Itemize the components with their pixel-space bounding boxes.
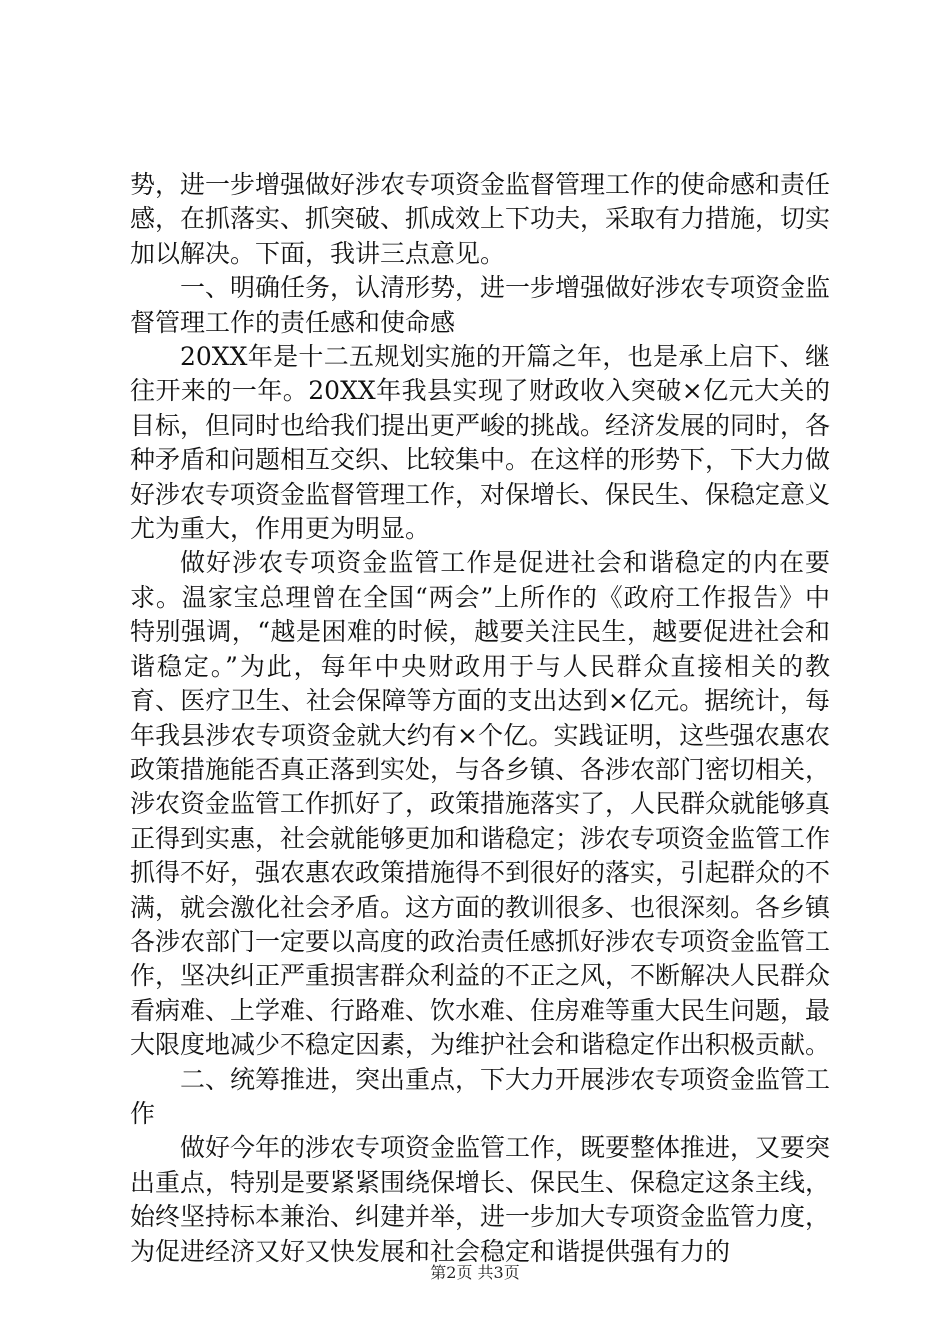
section-heading-1: 一、明确任务，认清形势，进一步增强做好涉农专项资金监督管理工作的责任感和使命感 xyxy=(130,273,831,337)
page-number-footer: 第2页 共3页 xyxy=(430,1263,520,1282)
paragraph: 做好今年的涉农专项资金监管工作，既要整体推进，又要突出重点，特别是要紧紧围绕保增长、保民生、保稳定这条主线，始终坚持标本兼治、纠建并举，进一步加大专项资金监管力度，为促进经济又好又快发展和社会稳定和谐提供强有力的 xyxy=(130,1133,831,1266)
document-body xyxy=(130,168,830,1269)
paragraph-continuation: 势，进一步增强做好涉农专项资金监督管理工作的使命感和责任感，在抓落实、抓突破、抓成效上下功夫，采取有力措施，切实加以解决。下面，我讲三点意见。 xyxy=(130,170,831,268)
paragraph: 20XX年是十二五规划实施的开篇之年，也是承上启下、继往开来的一年。20XX年我县实现了财政收入突破×亿元大关的目标，但同时也给我们提出更严峻的挑战。经济发展的同时，各种矛盾和问题相互交织、比较集中。在这样的形势下，下大力做好涉农专项资金监督管理工作，对保增长、保民生、保稳定意义尤为重大，作用更为明显。 xyxy=(130,342,831,544)
paragraph: 做好涉农专项资金监管工作是促进社会和谐稳定的内在要求。温家宝总理曾在全国“两会”上所作的《政府工作报告》中特别强调，“越是困难的时候，越要关注民生，越要促进社会和谐稳定。”为此，每年中央财政用于与人民群众直接相关的教育、医疗卫生、社会保障等方面的支出达到×亿元。据统计，每年我县涉农专项资金就大约有×个亿。实践证明，这些强农惠农政策措施能否真正落到实处，与各乡镇、各涉农部门密切相关，涉农资金监管工作抓好了，政策措施落实了，人民群众就能够真正得到实惠，社会就能够更加和谐稳定；涉农专项资金监管工作抓得不好，强农惠农政策措施得不到很好的落实，引起群众的不满，就会激化社会矛盾。这方面的教训很多、也很深刻。各乡镇各涉农部门一定要以高度的政治责任感抓好涉农专项资金监管工作，坚决纠正严重损害群众利益的不正之风，不断解决人民群众看病难、上学难、行路难、饮水难、住房难等重大民生问题，最大限度地减少不稳定因素，为维护社会和谐稳定作出积极贡献。 xyxy=(130,548,831,1060)
section-heading-2: 二、统筹推进，突出重点，下大力开展涉农专项资金监管工作 xyxy=(130,1064,831,1128)
